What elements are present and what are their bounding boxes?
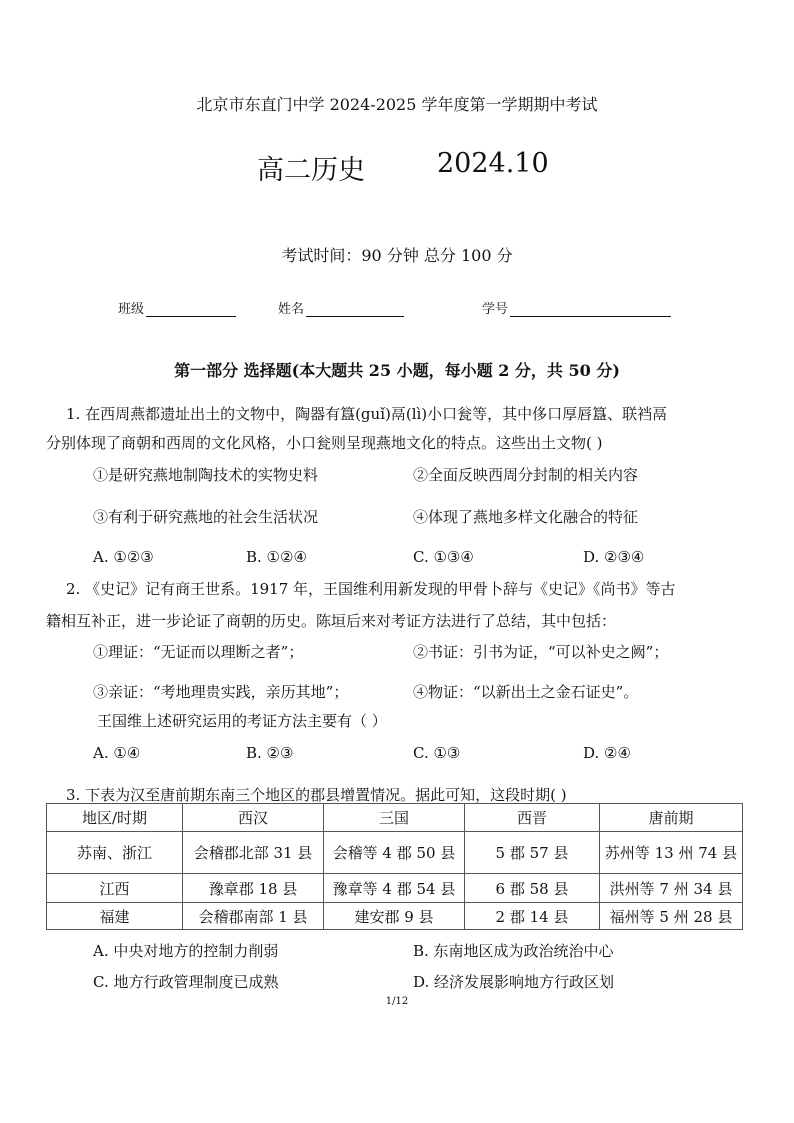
q2-option-c[interactable]: C. ①③ [413,744,461,762]
table-cell: 洪州等 7 州 34 县 [600,874,743,903]
table-row [47,903,743,930]
class-label: 班级 [118,302,145,317]
student-id-label: 学号 [482,302,509,317]
table-cell: 豫章郡 18 县 [183,874,324,903]
q2-statement-4: ④物证：“以新出土之金石证史”。 [413,683,639,701]
q2-stem-line1: 2. 《史记》记有商王世系。1917 年，王国维利用新发现的甲骨卜辞与《史记》《尚书》等古 [66,580,676,598]
q2-stem-line2: 籍相互补正，进一步论证了商朝的历史。陈垣后来对考证方法进行了总结，其中包括： [46,612,617,630]
table-header-cell: 西晋 [465,804,600,832]
q1-statement-1: ①是研究燕地制陶技术的实物史料 [93,466,319,484]
table-cell: 建安郡 9 县 [324,903,465,930]
table-header-cell: 三国 [324,804,465,832]
name-field [278,298,404,317]
q3-option-c[interactable]: C. 地方行政管理制度已成熟 [93,973,279,991]
q2-statement-3: ③亲证：“考地理贵实践，亲历其地”； [93,683,349,701]
q1-statement-4: ④体现了燕地多样文化融合的特征 [413,508,639,526]
q1-statement-3: ③有利于研究燕地的社会生活状况 [93,508,319,526]
table-cell: 2 郡 14 县 [465,903,600,930]
q1-option-a[interactable]: A. ①②③ [93,548,154,566]
county-table [46,803,743,930]
table-cell: 豫章等 4 郡 54 县 [324,874,465,903]
q2-question: 王国维上述研究运用的考证方法主要有（ ） [97,712,387,730]
q2-option-a[interactable]: A. ①④ [93,744,141,762]
q1-option-c[interactable]: C. ①③④ [413,548,474,566]
table-cell: 福州等 5 州 28 县 [600,903,743,930]
table-cell: 6 郡 58 县 [465,874,600,903]
student-id-field [482,298,671,317]
table-cell: 5 郡 57 县 [465,832,600,874]
table-cell: 会稽郡北部 31 县 [183,832,324,874]
q2-option-b[interactable]: B. ②③ [246,744,294,762]
q1-stem-line1: 1. 在西周燕都遗址出土的文物中，陶器有簋(guǐ)鬲(lì)小口瓮等，其中侈口厚唇簋、联裆鬲 [66,405,668,423]
q1-option-b[interactable]: B. ①②④ [246,548,307,566]
q2-statement-1: ①理证：“无证而以理断之者”； [93,643,304,661]
q2-statement-2: ②书证：引书为证，“可以补史之阙”； [413,643,669,661]
section-title: 第一部分 选择题(本大题共 25 小题，每小题 2 分，共 50 分) [174,361,620,380]
table-cell: 苏州等 13 州 74 县 [600,832,743,874]
subject-title: 高二历史 [257,155,365,186]
q1-stem-line2: 分别体现了商朝和西周的文化风格，小口瓮则呈现燕地文化的特点。这些出土文物( ) [46,434,603,452]
q1-option-d[interactable]: D. ②③④ [583,548,645,566]
name-label: 姓名 [278,302,305,317]
exam-school-title: 北京市东直门中学 2024-2025 学年度第一学期期中考试 [196,95,598,114]
table-header-cell: 地区/时期 [47,804,183,832]
q3-option-a[interactable]: A. 中央对地方的控制力削弱 [93,942,279,960]
table-cell: 福建 [47,903,183,930]
table-row [47,832,743,874]
table-cell: 江西 [47,874,183,903]
page-number: 1/12 [385,996,409,1007]
exam-info: 考试时间：90 分钟 总分 100 分 [281,246,513,265]
q3-stem: 3. 下表为汉至唐前期东南三个地区的郡县增置情况。据此可知，这段时期( ) [66,786,567,804]
class-blank[interactable] [146,302,236,317]
q3-option-b[interactable]: B. 东南地区成为政治统治中心 [413,942,614,960]
table-header-cell: 西汉 [183,804,324,832]
table-cell: 苏南、浙江 [47,832,183,874]
table-header-row [47,804,743,832]
q1-statement-2: ②全面反映西周分封制的相关内容 [413,466,639,484]
q3-option-d[interactable]: D. 经济发展影响地方行政区划 [413,973,615,991]
table-cell: 会稽郡南部 1 县 [183,903,324,930]
exam-date: 2024.10 [437,148,549,179]
table-header-cell: 唐前期 [600,804,743,832]
q2-option-d[interactable]: D. ②④ [583,744,631,762]
student-id-blank[interactable] [510,302,671,317]
table-cell: 会稽等 4 郡 50 县 [324,832,465,874]
table-row [47,874,743,903]
name-blank[interactable] [306,302,404,317]
class-field [118,298,236,317]
